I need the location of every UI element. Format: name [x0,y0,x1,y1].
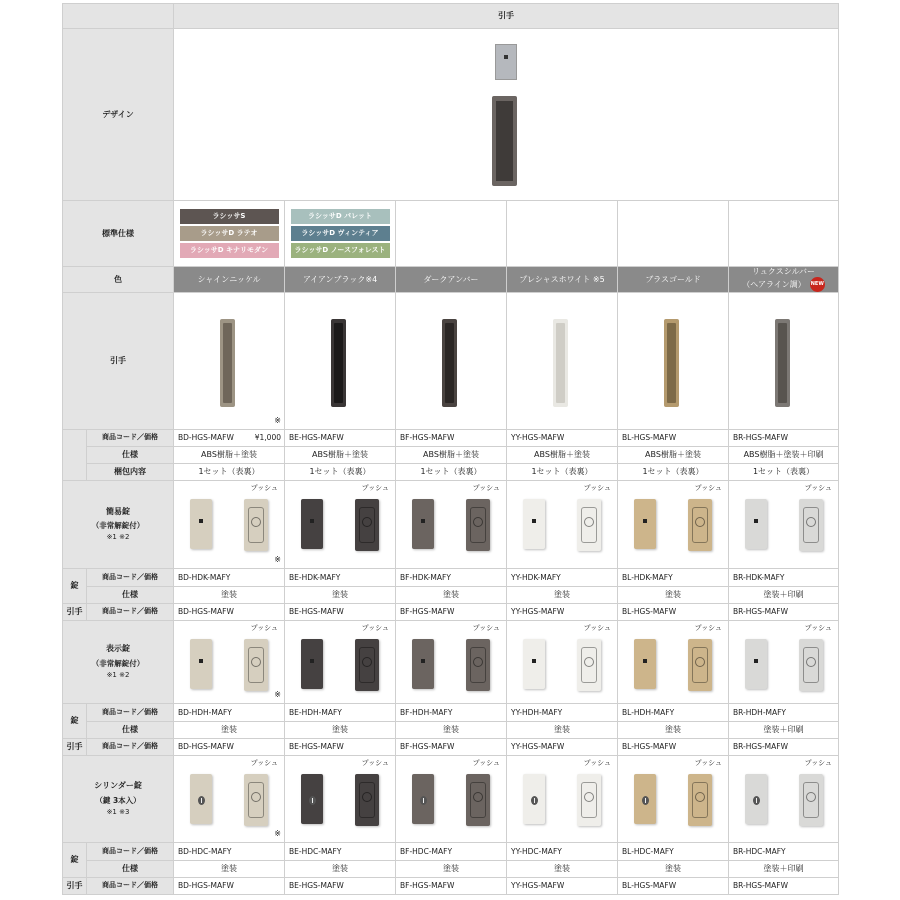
hikite_code: BF-HGS-MAFW [400,433,455,443]
push-label: プッシュ [361,758,389,767]
color-name: アイアンブラック※4 [302,274,378,284]
hikite_code: BR-HGS-MAFW [733,881,789,891]
blank-cell [63,429,87,480]
kanieki-subtitle: （非常解錠付） [91,521,145,531]
empty-cell [618,201,729,267]
hyoji-image-cell [396,620,507,703]
lock_spec-cell: 塗装 [174,721,285,738]
lock-inside-plate [688,774,712,826]
lock_spec-cell: 塗装 [618,586,729,603]
hikite_code-cell [396,429,507,446]
design-label: デザイン [63,29,174,201]
hikite_code: YY-HGS-MAFW [511,881,565,891]
hikite-image-cell [618,292,729,429]
kan_code-cell [729,568,839,586]
kan_code-cell [396,568,507,586]
hikite_code: BE-HGS-MAFW [289,433,344,443]
hikite_code: BR-HGS-MAFW [733,742,789,752]
lock_spec-cell: 塗装 [507,860,618,877]
lock-inside-plate [577,774,601,826]
hikite-handle-image [664,319,679,407]
lock-inside-plate [355,774,379,826]
spec-label: 仕様 [87,721,174,738]
cylinder-image-cell [618,755,729,842]
package-cell: 1セット（表裏） [174,463,285,480]
hyo_code-cell [285,703,396,721]
lock-inside-plate [577,499,601,551]
color-name-3 [507,267,618,293]
kanieki-image-cell [174,480,285,568]
hikite-image-cell [507,292,618,429]
header-title: 引手 [174,4,839,29]
spec-table [62,3,839,895]
lock_spec-cell: 塗装 [618,860,729,877]
hikite_code: YY-HGS-MAFW [511,742,565,752]
code-price-label: 商品コード／価格 [87,842,174,860]
push-label: プッシュ [361,483,389,492]
lock-inside-plate [355,639,379,691]
kanieki-image-cell [618,480,729,568]
push-label: プッシュ [583,758,611,767]
lock-label: 錠 [63,842,87,877]
push-label: プッシュ [804,483,833,492]
lock-outside-plate [412,499,434,549]
spec-label: 仕様 [87,860,174,877]
cyl_code-cell [507,842,618,860]
spec-cell: ABS樹脂＋塗装＋印刷 [729,446,839,463]
cyl_code-cell [174,842,285,860]
package-cell: 1セット（表裏） [285,463,396,480]
hyo_code: BD-HDH-MAFY [178,707,232,717]
hyoji-image-cell [618,620,729,703]
hikite_code-cell [618,603,729,620]
kanieki-image-cell [396,480,507,568]
cylinder-note: ※1 ※3 [106,807,130,816]
hikite-image-cell [285,292,396,429]
hikite_code-cell [285,603,396,620]
cylinder-label [63,755,174,842]
push-label: プッシュ [694,623,722,632]
hyo_code-cell [729,703,839,721]
cyl_code: BD-HDC-MAFY [178,846,232,856]
lock_spec-cell: 塗装 [285,860,396,877]
hyo_code: BE-HDH-MAFY [289,707,342,717]
spec-cell: ABS樹脂＋塗装 [618,446,729,463]
lock_spec-cell: 塗装 [285,586,396,603]
push-label: プッシュ [583,483,611,492]
lock-inside-plate [688,639,712,691]
hikite-image-cell [396,292,507,429]
standard-label: 標準仕様 [63,201,174,267]
kanieki-image-cell [507,480,618,568]
package-cell: 1セット（表裏） [396,463,507,480]
color-name-2 [396,267,507,293]
cylinder-image-cell [507,755,618,842]
color-label: 色 [63,267,174,293]
lock_spec-cell: 塗装 [618,721,729,738]
hikite_code-cell [507,603,618,620]
lock_spec-cell: 塗装 [174,586,285,603]
lock-inside-plate [577,639,601,691]
hikite_code: YY-HGS-MAFW [511,433,565,443]
color-name-1 [285,267,396,293]
push-label: プッシュ [804,758,833,767]
empty-cell [729,201,839,267]
push-label: プッシュ [472,483,500,492]
hyo_code: BL-HDH-MAFY [622,707,675,717]
spec-cell: ABS樹脂＋塗装 [174,446,285,463]
kan_code: BR-HDK-MAFY [733,572,785,582]
series-chips-col2 [285,201,396,267]
hikite_code-cell [618,877,729,894]
push-label: プッシュ [250,623,278,632]
spec-label: 仕様 [87,586,174,603]
hyo_code: BR-HDH-MAFY [733,707,787,717]
color-name: プレシャスホワイト ※5 [519,274,605,284]
hikite_code: BE-HGS-MAFW [289,607,344,617]
hikite_code: BE-HGS-MAFW [289,881,344,891]
kanieki-note: ※1 ※2 [106,533,130,542]
code-price-label: 商品コード／価格 [87,703,174,721]
lock-inside-plate [244,499,268,551]
cyl_code: BE-HDC-MAFY [289,846,342,856]
kan_code-cell [285,568,396,586]
hikite-image-cell [729,292,839,429]
design-image-cell [174,29,839,201]
hikite_code-cell [285,429,396,446]
lock-outside-plate [523,499,545,549]
hyoji-image-cell [729,620,839,703]
hyoji-image-cell [507,620,618,703]
hikite_code: BD-HGS-MAFW [178,742,234,752]
hikite_code-cell [729,603,839,620]
lock-inside-plate [466,774,490,826]
hikite_code-cell [174,603,285,620]
color-name: リュクスシルバー （ヘアライン調） [742,267,815,289]
push-label: プッシュ [694,483,722,492]
lock-outside-plate [634,639,656,689]
code-price-label: 商品コード／価格 [87,738,174,755]
hikite_code: BL-HGS-MAFW [622,607,677,617]
cyl_code-cell [729,842,839,860]
package-cell: 1セット（表裏） [618,463,729,480]
cyl_code-cell [396,842,507,860]
hyo_code-cell [618,703,729,721]
footnote-mark: ※ [274,416,281,425]
empty-cell [507,201,618,267]
spec-cell: ABS樹脂＋塗装 [285,446,396,463]
push-label: プッシュ [804,623,833,632]
lock_spec-cell: 塗装 [174,860,285,877]
kan_code: BD-HDK-MAFY [178,572,231,582]
lock-inside-plate [244,639,268,691]
lock_spec-cell: 塗装 [396,721,507,738]
kanieki-title: 簡易錠 [106,506,130,516]
cyl_code-cell [285,842,396,860]
hikite_code-cell [618,429,729,446]
spec-cell: ABS樹脂＋塗装 [396,446,507,463]
kan_code: BL-HDK-MAFY [622,572,673,582]
hyoji-note: ※1 ※2 [106,670,130,679]
push-label: プッシュ [250,483,278,492]
price: ¥1,000 [254,433,281,443]
package-cell: 1セット（表裏） [507,463,618,480]
footnote-mark: ※ [274,555,281,564]
kan_code-cell [507,568,618,586]
lock-outside-plate [745,774,767,824]
hikite_code-cell [507,429,618,446]
hikite-short-label: 引手 [63,603,87,620]
hikite-short-label: 引手 [63,877,87,894]
push-label: プッシュ [472,623,500,632]
lock-outside-plate [523,774,545,824]
lock_spec-cell: 塗装＋印刷 [729,586,839,603]
hikite_code: BD-HGS-MAFW [178,881,234,891]
hikite_code: BF-HGS-MAFW [400,881,455,891]
hikite_code: YY-HGS-MAFW [511,607,565,617]
hikite_code: BE-HGS-MAFW [289,742,344,752]
push-label: プッシュ [361,623,389,632]
lock-outside-plate [634,774,656,824]
lock-outside-plate [190,774,212,824]
hikite_code-cell [174,429,285,446]
color-name: シャインニッケル [197,274,261,284]
color-name-0 [174,267,285,293]
cyl_code: YY-HDC-MAFY [511,846,562,856]
lock-inside-plate [466,639,490,691]
color-name: ダークアンバー [423,274,479,284]
footnote-mark: ※ [274,829,281,838]
hikite_code-cell [174,877,285,894]
cyl_code-cell [618,842,729,860]
cylinder-image-cell [285,755,396,842]
cyl_code: BF-HDC-MAFY [400,846,453,856]
kan_code-cell [618,568,729,586]
push-label: プッシュ [694,758,722,767]
color-name-4 [618,267,729,293]
lock-outside-plate [301,639,323,689]
cylinder-subtitle: （鍵 3本入） [95,795,141,805]
code-price-label: 商品コード／価格 [87,603,174,620]
kan_code: BE-HDK-MAFY [289,572,341,582]
hikite_code-cell [729,429,839,446]
color-name: ブラスゴールド [645,274,701,284]
lock-inside-plate [355,499,379,551]
lock-label: 錠 [63,703,87,738]
spec-cell: ABS樹脂＋塗装 [507,446,618,463]
hyo_code: YY-HDH-MAFY [511,707,563,717]
hikite-handle-image [220,319,235,407]
lock_spec-cell: 塗装＋印刷 [729,860,839,877]
cylinder-title: シリンダー錠 [94,781,142,791]
hikite_code: BL-HGS-MAFW [622,881,677,891]
kanieki-image-cell [729,480,839,568]
package-cell: 1セット（表裏） [729,463,839,480]
lock-inside-plate [688,499,712,551]
push-label: プッシュ [583,623,611,632]
code-price-label: 商品コード／価格 [87,877,174,894]
kan_code: BF-HDK-MAFY [400,572,451,582]
hikite_code: BD-HGS-MAFW [178,433,234,443]
lock-inside-plate [799,774,823,826]
hikite_code-cell [507,738,618,755]
footnote-mark: ※ [274,690,281,699]
kanieki-image-cell [285,480,396,568]
lock-outside-plate [301,774,323,824]
spec-label: 仕様 [87,446,174,463]
series-chip: ラシッサD パレット [291,209,390,224]
hikite_code: BL-HGS-MAFW [622,742,677,752]
hikite-label: 引手 [63,292,174,429]
hikite-handle-image [442,319,457,407]
kanieki-label [63,480,174,568]
lock-inside-plate [466,499,490,551]
hikite_code-cell [396,603,507,620]
kan_code: YY-HDK-MAFY [511,572,561,582]
lock-outside-plate [523,639,545,689]
hyoji-title: 表示錠 [106,644,130,654]
hikite_code: BL-HGS-MAFW [622,433,677,443]
cylinder-image-cell [174,755,285,842]
lock_spec-cell: 塗装 [396,586,507,603]
hikite_code: BF-HGS-MAFW [400,607,455,617]
lock_spec-cell: 塗装 [396,860,507,877]
lock-outside-plate [190,639,212,689]
hyoji-label [63,620,174,703]
hikite_code: BR-HGS-MAFW [733,607,789,617]
hikite_code-cell [507,877,618,894]
hikite-image-cell [174,292,285,429]
kan_code-cell [174,568,285,586]
cyl_code: BL-HDC-MAFY [622,846,674,856]
lock_spec-cell: 塗装＋印刷 [729,721,839,738]
lock-inside-plate [799,499,823,551]
color-name-5 [729,267,839,293]
hikite_code-cell [396,877,507,894]
cylinder-image-cell [396,755,507,842]
hikite-handle-image [331,319,346,407]
hyo_code-cell [396,703,507,721]
hikite_code-cell [618,738,729,755]
series-chip: ラシッサD ノースフォレスト [291,243,390,258]
lock-outside-plate [190,499,212,549]
cylinder-image-cell [729,755,839,842]
hikite-handle-image [553,319,568,407]
hikite_code: BF-HGS-MAFW [400,742,455,752]
hikite_code-cell [729,738,839,755]
code-price-label: 商品コード／価格 [87,568,174,586]
hikite_code-cell [285,738,396,755]
new-badge-icon: NEW [810,277,825,292]
hikite-handle-image [775,319,790,407]
lock-outside-plate [301,499,323,549]
hyoji-image-cell [174,620,285,703]
lock-outside-plate [745,499,767,549]
series-chip: ラシッサD キナリモダン [180,243,279,258]
lock-outside-plate [412,639,434,689]
hyoji-image-cell [285,620,396,703]
lock-label: 錠 [63,568,87,603]
hikite_code: BR-HGS-MAFW [733,433,789,443]
hikite_code-cell [285,877,396,894]
hikite_code: BD-HGS-MAFW [178,607,234,617]
corner-cell [63,4,174,29]
hikite_code-cell [396,738,507,755]
lock-outside-plate [412,774,434,824]
hikite_code-cell [174,738,285,755]
series-chip: ラシッサS [180,209,279,224]
push-label: プッシュ [472,758,500,767]
lock_spec-cell: 塗装 [507,721,618,738]
series-chips-col1 [174,201,285,267]
hyo_code-cell [507,703,618,721]
hyo_code: BF-HDH-MAFY [400,707,453,717]
code-price-label: 商品コード／価格 [87,429,174,446]
hikite-short-label: 引手 [63,738,87,755]
lock-outside-plate [634,499,656,549]
package-label: 梱包内容 [87,463,174,480]
lock-inside-plate [244,774,268,826]
cyl_code: BR-HDC-MAFY [733,846,786,856]
lock-inside-plate [799,639,823,691]
series-chip: ラシッサD ラテオ [180,226,279,241]
empty-cell [396,201,507,267]
hyoji-subtitle: （非常解錠付） [91,658,145,668]
hikite_code-cell [729,877,839,894]
lock_spec-cell: 塗装 [285,721,396,738]
lock-outside-plate [745,639,767,689]
push-label: プッシュ [250,758,278,767]
hyo_code-cell [174,703,285,721]
lock_spec-cell: 塗装 [507,586,618,603]
series-chip: ラシッサD ヴィンティア [291,226,390,241]
